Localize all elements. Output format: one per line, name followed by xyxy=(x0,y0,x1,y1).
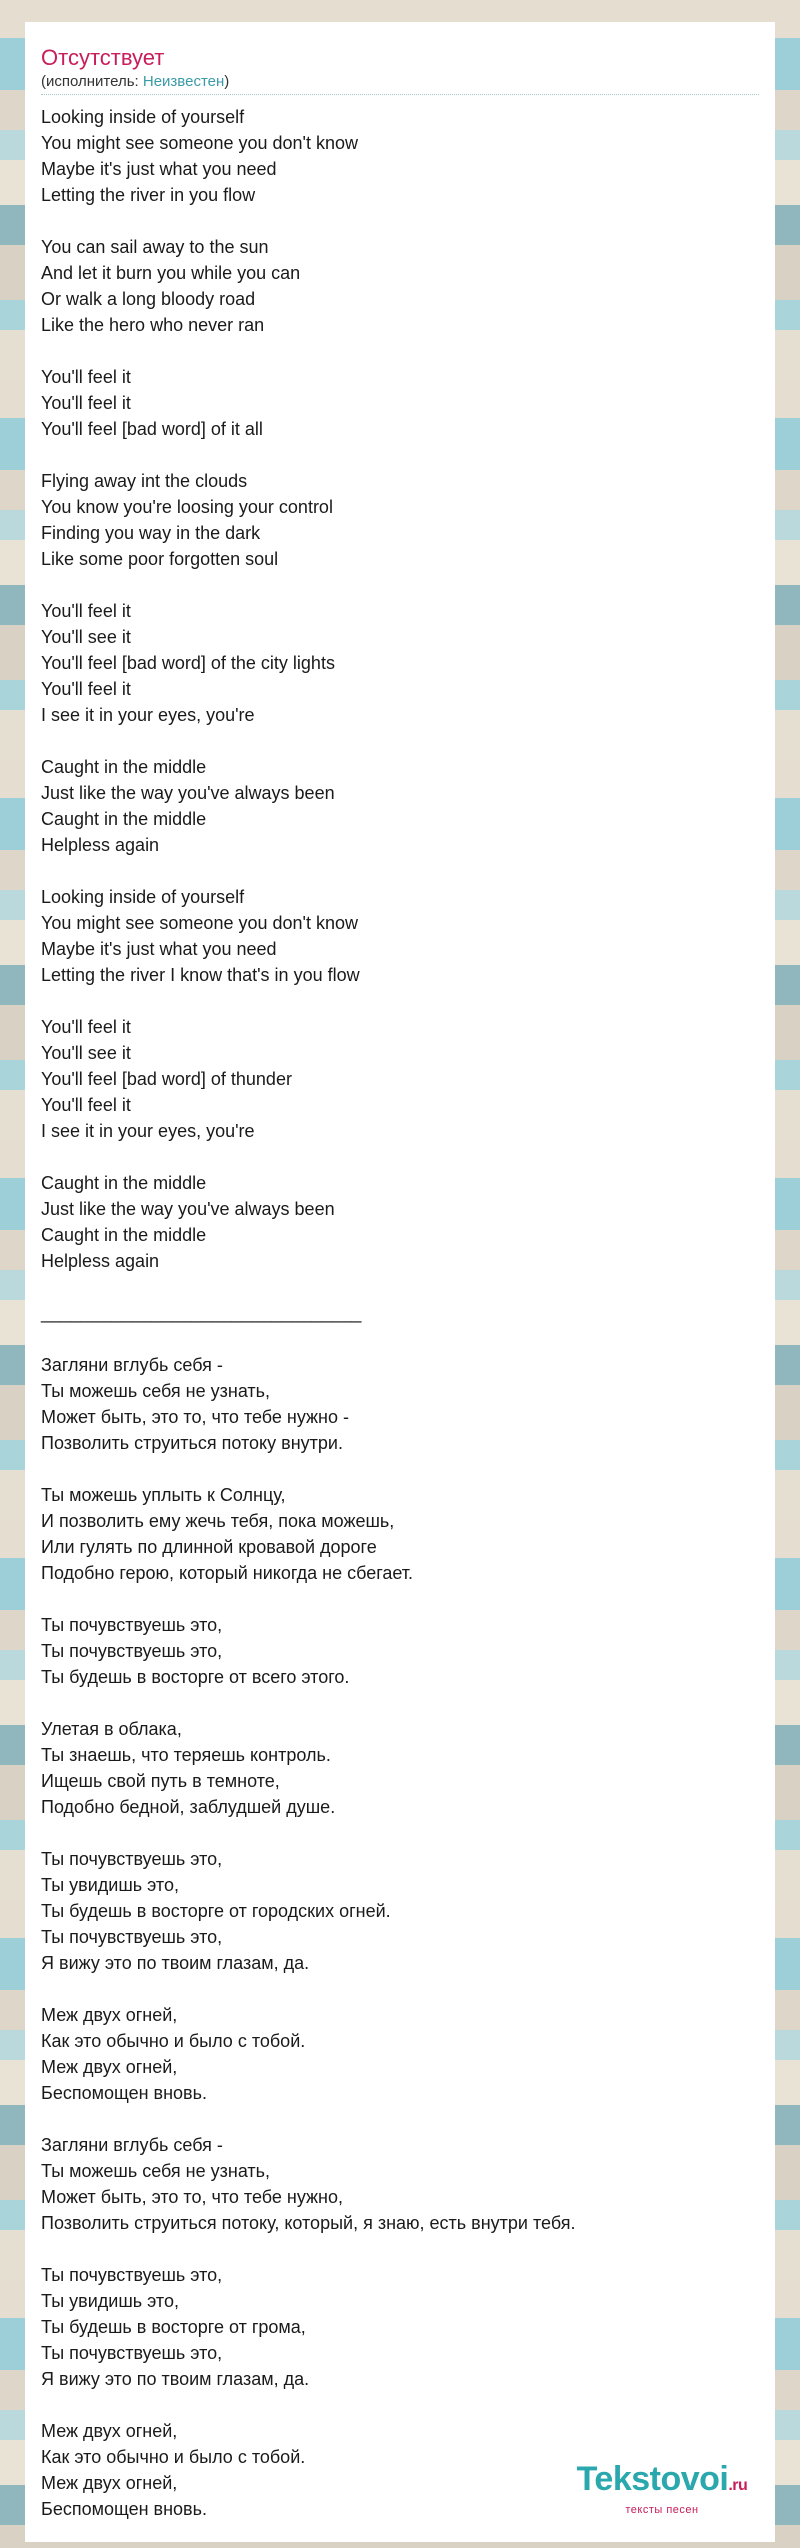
artist-suffix: ) xyxy=(224,73,230,90)
lyric-line: Ты будешь в восторге от городских огней. xyxy=(41,1901,391,1921)
lyrics-stanza xyxy=(41,1014,761,1144)
lyric-line: Flying away int the clouds xyxy=(41,471,248,491)
lyrics-stanza xyxy=(41,1612,761,1690)
lyric-line: Ты знаешь, что теряешь контроль. xyxy=(41,1745,331,1765)
lyric-line: Letting the river in you flow xyxy=(41,185,256,205)
lyric-line: Letting the river I know that's in you flow xyxy=(41,965,360,985)
lyric-line: You'll feel [bad word] of it all xyxy=(41,419,263,439)
lyric-line: Ищешь свой путь в темноте, xyxy=(41,1771,280,1791)
lyric-line: You'll feel [bad word] of the city lights xyxy=(41,653,335,673)
lyric-line: Загляни вглубь себя - xyxy=(41,2135,223,2155)
lyric-line: Helpless again xyxy=(41,1251,160,1271)
lyric-line: Меж двух огней, xyxy=(41,2057,178,2077)
lyrics-stanza xyxy=(41,884,761,988)
lyric-line: Подобно бедной, заблудшей душе. xyxy=(41,1797,336,1817)
lyric-line: Ты можешь себя не узнать, xyxy=(41,2161,271,2181)
lyrics-stanza xyxy=(41,2002,761,2106)
lyric-line: Caught in the middle xyxy=(41,809,207,829)
logo-wordmark xyxy=(567,2461,757,2504)
content-panel xyxy=(25,22,775,2542)
lyric-line: Maybe it's just what you need xyxy=(41,939,277,959)
lyrics-stanza xyxy=(41,598,761,728)
lyric-line: Like some poor forgotten soul xyxy=(41,549,279,569)
lyric-line: You'll feel it xyxy=(41,367,131,387)
lyric-line: Just like the way you've always been xyxy=(41,783,335,803)
lyric-line: Caught in the middle xyxy=(41,1225,207,1245)
lyrics-stanza xyxy=(41,104,761,208)
lyrics-stanza xyxy=(41,1352,761,1456)
lyric-line: You can sail away to the sun xyxy=(41,237,269,257)
lyrics-stanza xyxy=(41,2132,761,2236)
lyric-line: Ты будешь в восторге от всего этого. xyxy=(41,1667,350,1687)
lyric-line: Позволить струиться потоку, который, я знаю, есть внутри тебя. xyxy=(41,2213,576,2233)
lyric-line: Ты почувствуешь это, xyxy=(41,1615,223,1635)
lyric-line: You'll feel [bad word] of thunder xyxy=(41,1069,292,1089)
lyric-line: Меж двух огней, xyxy=(41,2473,178,2493)
logo-tagline: тексты песен xyxy=(625,2504,699,2516)
lyrics-stanza xyxy=(41,364,761,442)
lyric-line: I see it in your eyes, you're xyxy=(41,1121,255,1141)
lyric-line: Maybe it's just what you need xyxy=(41,159,277,179)
lyric-line: Ты можешь себя не узнать, xyxy=(41,1381,271,1401)
lyric-line: You'll see it xyxy=(41,1043,131,1063)
lyric-line: Меж двух огней, xyxy=(41,2421,178,2441)
title-divider xyxy=(41,94,759,95)
lyrics-separator: ________________________________ xyxy=(41,1303,362,1323)
lyric-line: You know you're loosing your control xyxy=(41,497,333,517)
lyric-line: Беспомощен вновь. xyxy=(41,2499,207,2519)
lyric-line: Just like the way you've always been xyxy=(41,1199,335,1219)
lyrics-body xyxy=(41,104,761,2542)
lyric-line: Я вижу это по твоим глазам, да. xyxy=(41,1953,310,1973)
lyrics-stanza xyxy=(41,1716,761,1820)
lyric-line: Может быть, это то, что тебе нужно - xyxy=(41,1407,350,1427)
lyrics-stanza xyxy=(41,468,761,572)
lyric-line: Ты увидишь это, xyxy=(41,2291,179,2311)
lyric-line: Я вижу это по твоим глазам, да. xyxy=(41,2369,310,2389)
lyric-line: Загляни вглубь себя - xyxy=(41,1355,223,1375)
lyric-line: I see it in your eyes, you're xyxy=(41,705,255,725)
lyric-line: Or walk a long bloody road xyxy=(41,289,256,309)
lyric-line: Как это обычно и было с тобой. xyxy=(41,2031,306,2051)
logo-tld: .ru xyxy=(728,2477,748,2494)
site-logo[interactable] xyxy=(567,2461,757,2516)
lyrics-stanza xyxy=(41,1846,761,1976)
lyric-line: Позволить струиться потоку внутри. xyxy=(41,1433,343,1453)
lyric-line: Ты почувствуешь это, xyxy=(41,2343,223,2363)
logo-brand: Tekstovoi xyxy=(576,2460,729,2498)
lyric-line: Подобно герою, который никогда не сбегает. xyxy=(41,1563,414,1583)
artist-prefix: (исполнитель: xyxy=(41,73,143,90)
lyrics-stanza xyxy=(41,1170,761,1274)
lyric-line: Caught in the middle xyxy=(41,1173,207,1193)
lyric-line: Ты почувствуешь это, xyxy=(41,1849,223,1869)
lyrics-stanza xyxy=(41,754,761,858)
lyric-line: Ты почувствуешь это, xyxy=(41,2265,223,2285)
lyric-line: И позволить ему жечь тебя, пока можешь, xyxy=(41,1511,395,1531)
lyric-line: Finding you way in the dark xyxy=(41,523,261,543)
lyric-line: Может быть, это то, что тебе нужно, xyxy=(41,2187,344,2207)
page-title: Отсутствует xyxy=(41,45,165,70)
lyric-line: You'll feel it xyxy=(41,393,131,413)
lyric-line: Или гулять по длинной кровавой дороге xyxy=(41,1537,377,1557)
lyric-line: Looking inside of yourself xyxy=(41,887,245,907)
original-lyrics xyxy=(41,104,761,1274)
lyric-line: Ты можешь уплыть к Солнцу, xyxy=(41,1485,286,1505)
lyric-line: Меж двух огней, xyxy=(41,2005,178,2025)
lyric-line: Ты будешь в восторге от грома, xyxy=(41,2317,306,2337)
lyric-line: You'll feel it xyxy=(41,601,131,621)
lyric-line: You might see someone you don't know xyxy=(41,133,358,153)
lyrics-stanza xyxy=(41,2262,761,2392)
lyric-line: You'll feel it xyxy=(41,1017,131,1037)
lyric-line: Caught in the middle xyxy=(41,757,207,777)
lyric-line: Looking inside of yourself xyxy=(41,107,245,127)
lyric-line: Ты почувствуешь это, xyxy=(41,1927,223,1947)
lyrics-stanza xyxy=(41,1482,761,1586)
lyric-line: You'll feel it xyxy=(41,1095,131,1115)
lyric-line: You might see someone you don't know xyxy=(41,913,358,933)
lyric-line: Like the hero who never ran xyxy=(41,315,265,335)
lyric-line: Улетая в облака, xyxy=(41,1719,182,1739)
lyric-line: Ты почувствуешь это, xyxy=(41,1641,223,1661)
lyric-line: Ты увидишь это, xyxy=(41,1875,179,1895)
lyric-line: And let it burn you while you can xyxy=(41,263,301,283)
lyrics-stanza xyxy=(41,234,761,338)
lyric-line: Как это обычно и было с тобой. xyxy=(41,2447,306,2467)
lyric-line: You'll see it xyxy=(41,627,131,647)
lyric-line: You'll feel it xyxy=(41,679,131,699)
translation-lyrics xyxy=(41,1352,761,2522)
artist-link[interactable]: Неизвестен xyxy=(142,73,225,90)
artist-line xyxy=(41,72,229,92)
lyric-line: Беспомощен вновь. xyxy=(41,2083,207,2103)
lyric-line: Helpless again xyxy=(41,835,160,855)
